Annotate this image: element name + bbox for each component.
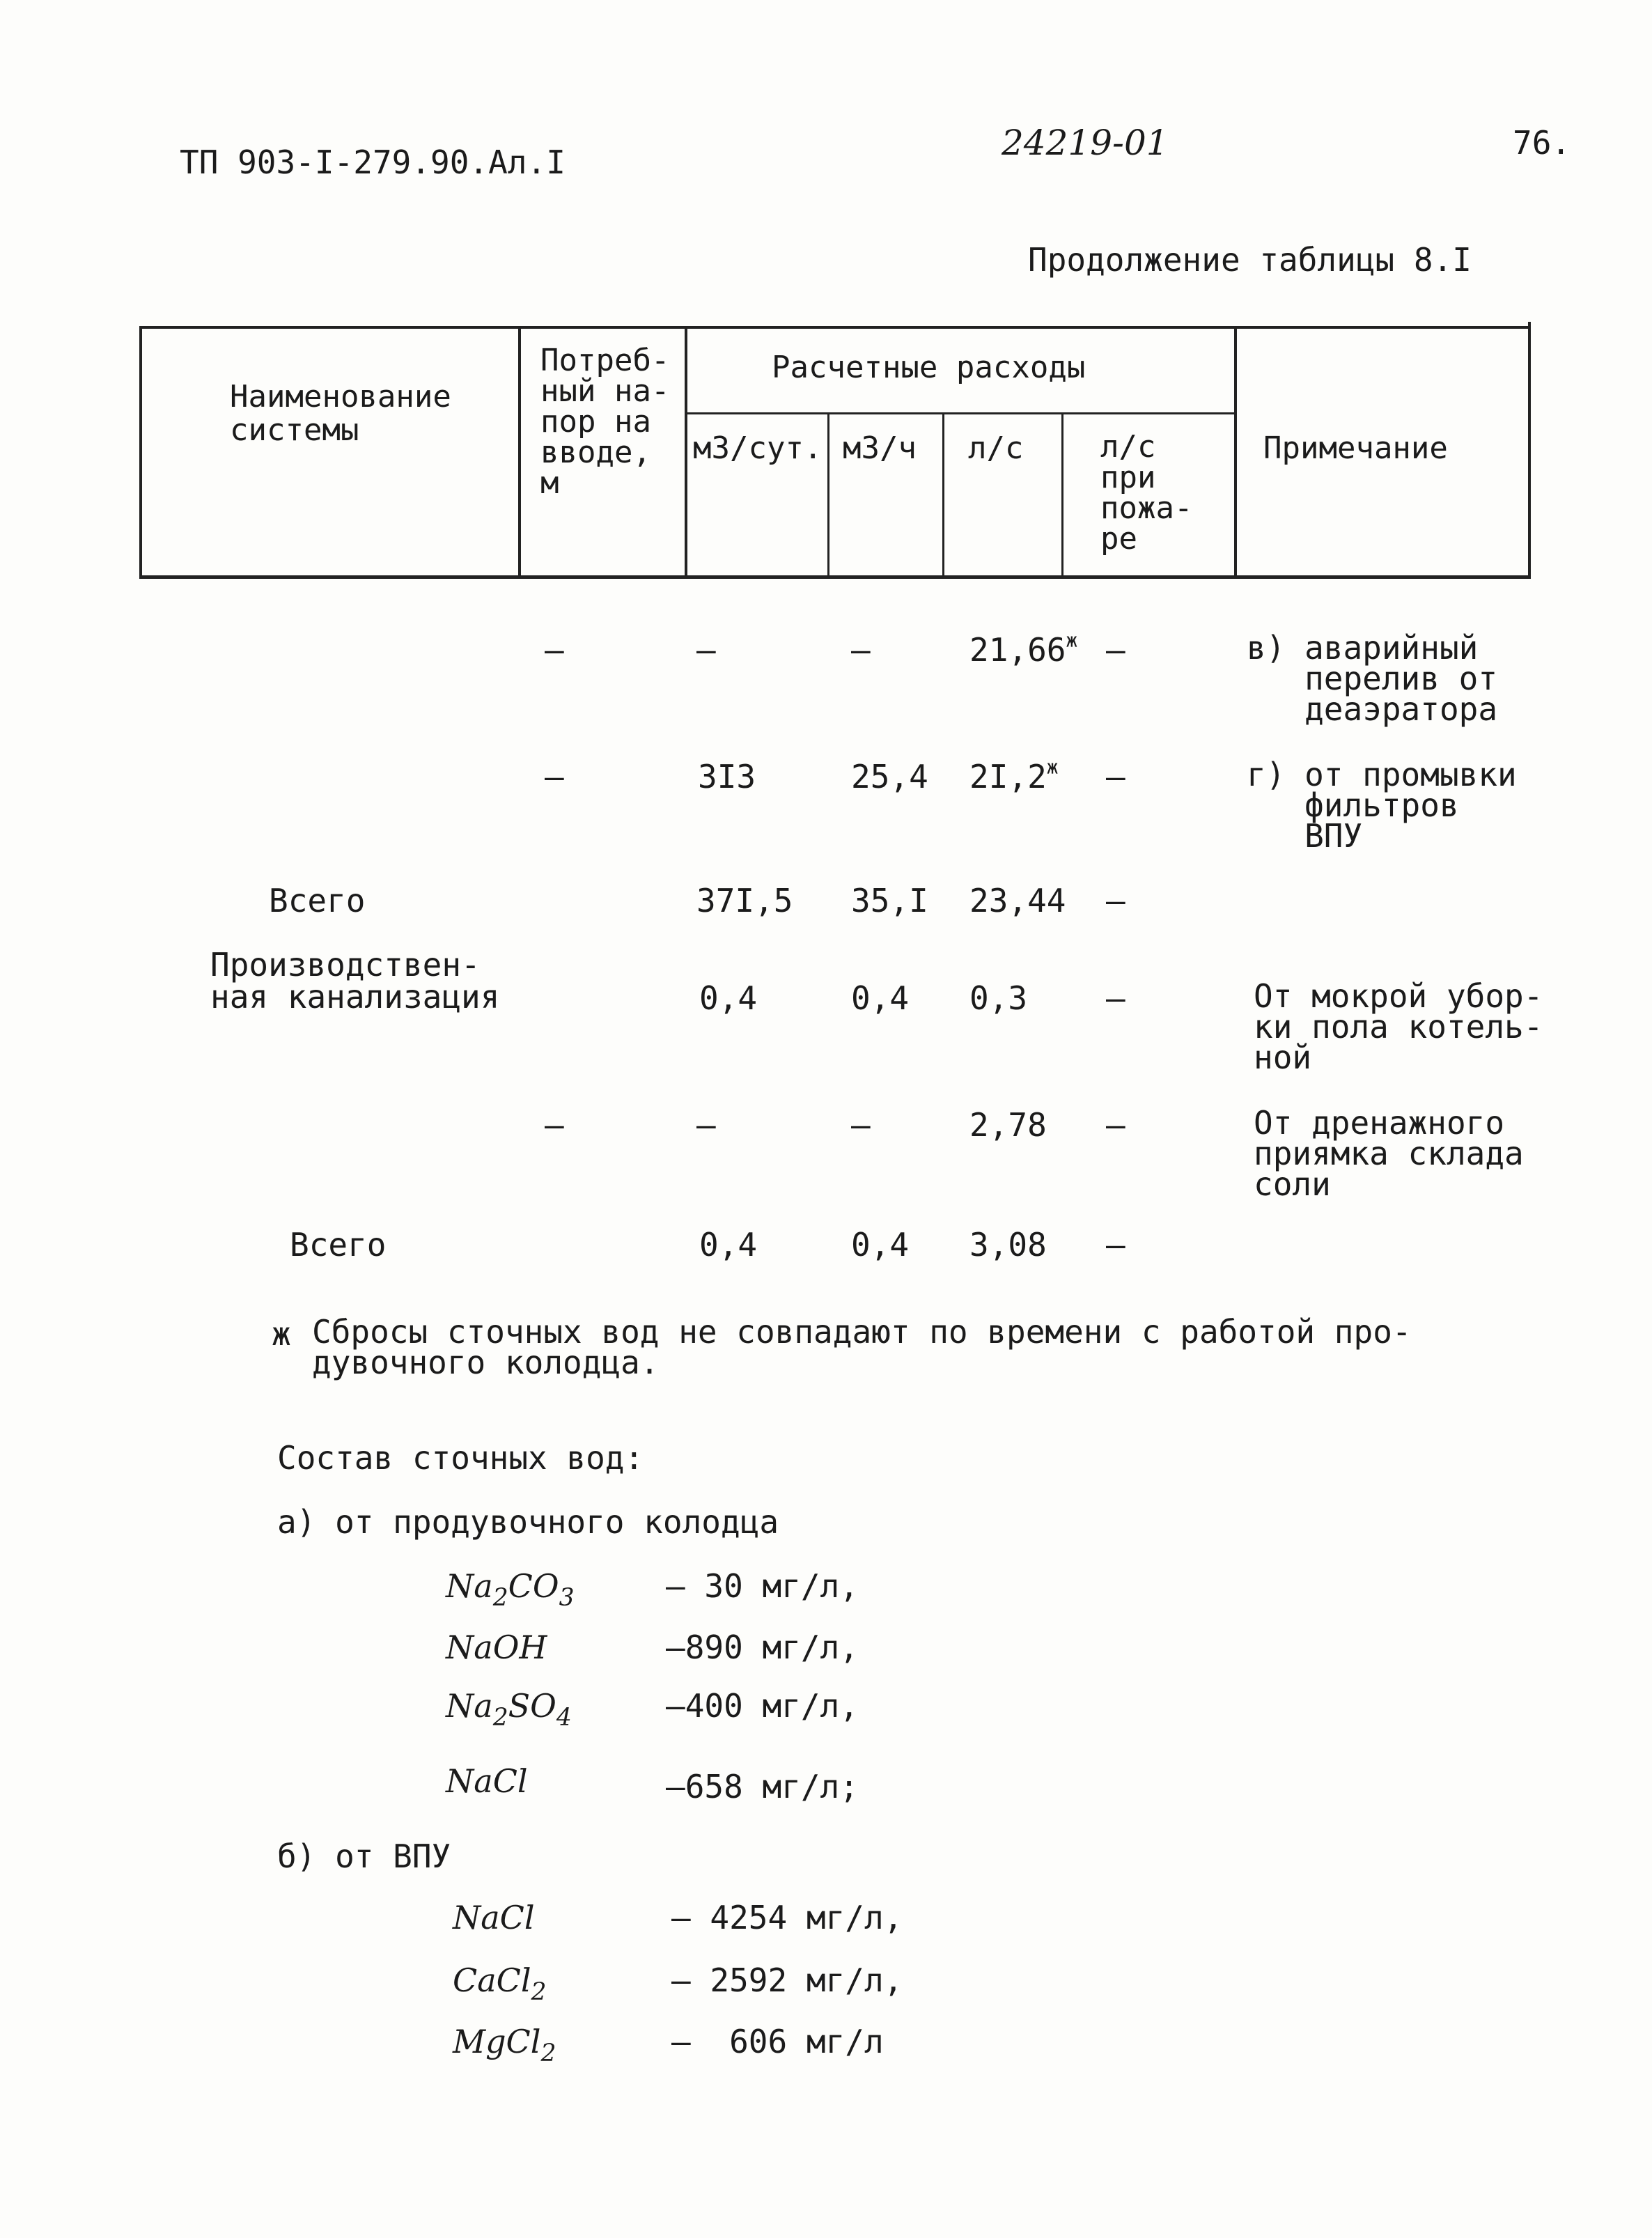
col-divider-name [518,326,521,578]
table-header-bottom-border [139,575,1531,579]
cell-m3-h: – [851,631,871,669]
cell-note: От дренажного приямка склада соли [1254,1104,1524,1203]
cell-pressure: – [545,1106,564,1144]
header-pressure: Потреб- ный на- пор на вводе, м [540,343,670,501]
document-code: ТП 903-I-279.90.Ал.I [180,143,566,181]
header-l-s-fire: л/с при пожа- ре [1100,429,1193,557]
footnote-mark: ж [1066,628,1078,652]
col-divider-pressure [685,326,687,578]
col-divider-m3h [942,412,944,578]
footnote-mark: ж [1046,755,1059,779]
cell-m3-h: – [851,1106,871,1144]
cell-name: Всего [290,1226,387,1264]
concentration: – 2592 мг/л, [671,1961,903,1999]
cell-m3-day: 3I3 [698,758,756,795]
cell-l-s-fire: – [1106,1226,1125,1264]
header-m3-day: м3/сут. [693,430,823,466]
cell-l-s [969,755,1059,795]
cell-pressure: – [545,758,564,795]
concentration: – 30 мг/л, [666,1567,859,1605]
formula: $Na_2SO_4$ [446,1687,572,1732]
footnote-text: Сбросы сточных вод не совпадают по времени с работой про- дувочного колодца. [312,1313,1412,1381]
cell-l-s-fire: – [1106,1106,1125,1144]
cell-m3-day: 0,4 [699,979,758,1017]
table-left-border [139,326,142,578]
col-divider-m3day [827,412,829,578]
composition-group-label: б) от ВПУ [277,1837,451,1875]
formula: NaCl [453,1899,535,1936]
header-name: Наименование системы [230,379,451,448]
cell-l-s: 0,3 [969,979,1028,1017]
cell-name: Производствен- ная канализация [210,946,500,1016]
inventory-number: 24219-01 [1002,123,1169,163]
table-right-border [1528,322,1531,578]
cell-note: От мокрой убор- ки пола котель- ной [1254,977,1543,1076]
cell-note: в) аварийный перелив от деаэратора [1247,629,1498,728]
formula: NaCl [446,1762,528,1800]
concentration: – 606 мг/л [671,2023,884,2060]
cell-l-s-fire: – [1106,631,1125,669]
concentration: –890 мг/л, [666,1629,859,1666]
cell-l-s-value: 21,66 [969,631,1066,669]
cell-l-s: 23,44 [969,882,1066,919]
cell-l-s: 3,08 [969,1226,1047,1264]
table-title: Продолжение таблицы 8.I [1028,241,1472,279]
table-top-border [139,326,1531,329]
col-divider-fire [1234,326,1237,578]
formula: NaOH [446,1629,547,1666]
cell-m3-day: – [696,1106,716,1144]
cell-m3-h: 0,4 [851,1226,910,1264]
cell-l-s-fire: – [1106,758,1125,795]
formula: $Na_2CO_3$ [446,1567,575,1613]
composition-group-label: а) от продувочного колодца [277,1503,779,1541]
flows-group-divider [686,412,1236,414]
header-m3-h: м3/ч [843,430,917,466]
cell-note: г) от промывки фильтров ВПУ [1247,756,1517,855]
cell-m3-h: 25,4 [851,758,928,795]
header-flows-group: Расчетные расходы [772,350,1086,385]
cell-m3-h: 0,4 [851,979,910,1017]
header-l-s: л/с [968,430,1024,466]
col-divider-ls [1061,412,1063,578]
cell-m3-day: 0,4 [699,1226,758,1264]
concentration: –658 мг/л; [666,1768,859,1805]
cell-pressure: – [545,631,564,669]
composition-title: Состав сточных вод: [277,1439,644,1477]
cell-m3-day: 37I,5 [696,882,793,919]
formula: CaCl$_2$ [453,1961,547,2007]
concentration: – 4254 мг/л, [671,1899,903,1936]
cell-m3-day: – [696,631,716,669]
header-note: Примечание [1263,430,1448,466]
cell-l-s-fire: – [1106,979,1125,1017]
cell-l-s-value: 2I,2 [969,758,1047,795]
cell-m3-h: 35,I [851,882,928,919]
page-number: 76. [1513,124,1571,162]
cell-l-s-fire: – [1106,882,1125,919]
footnote-mark: ж [272,1315,291,1353]
cell-name: Всего [269,882,366,919]
cell-l-s: 2,78 [969,1106,1047,1144]
cell-l-s [969,628,1078,669]
formula: MgCl$_2$ [453,2023,556,2068]
concentration: –400 мг/л, [666,1687,859,1725]
